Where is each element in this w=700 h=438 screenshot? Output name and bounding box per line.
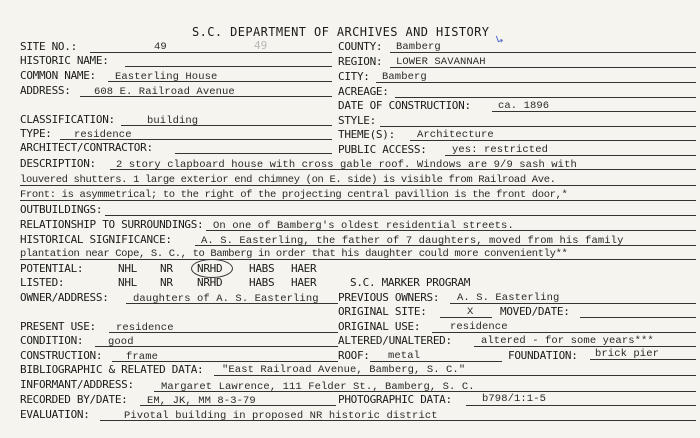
type-label: TYPE: bbox=[20, 127, 52, 140]
address-line bbox=[80, 96, 332, 97]
recorded-value: EM, JK, MM 8-3-79 bbox=[147, 395, 256, 407]
informant-value: Margaret Lawrence, 111 Felder St., Bamberg, S. C. bbox=[161, 381, 475, 393]
relationship-label: RELATIONSHIP TO SURROUNDINGS: bbox=[20, 218, 204, 231]
style-line bbox=[380, 126, 696, 127]
relationship-value: On one of Bamberg's oldest residential streets. bbox=[213, 220, 514, 232]
owner-address-label: OWNER/ADDRESS: bbox=[20, 291, 109, 304]
potential-haer: HAER bbox=[291, 262, 317, 275]
bibliographic-label: BIBLIOGRAPHIC & RELATED DATA: bbox=[20, 363, 204, 376]
listed-label: LISTED: bbox=[20, 276, 65, 289]
bibliographic-line bbox=[214, 375, 696, 376]
significance-line-2: plantation near Cope, S. C., to Bamberg in order that his daughter could more conveniently** bbox=[20, 248, 568, 260]
public-access-line bbox=[445, 155, 696, 156]
historic-name-label: HISTORIC NAME: bbox=[20, 54, 109, 67]
marker-program-heading: S.C. MARKER PROGRAM bbox=[350, 276, 471, 289]
outbuildings-line bbox=[105, 215, 696, 216]
construction-line bbox=[112, 361, 338, 362]
public-access-value: yes: restricted bbox=[452, 144, 549, 156]
acreage-label: ACREAGE: bbox=[338, 85, 389, 98]
listed-habs: HABS bbox=[249, 276, 275, 289]
original-use-line bbox=[432, 332, 696, 333]
significance-rule-1 bbox=[195, 245, 696, 246]
present-use-value: residence bbox=[116, 322, 174, 334]
description-label: DESCRIPTION: bbox=[20, 157, 96, 170]
previous-owners-label: PREVIOUS OWNERS: bbox=[338, 291, 440, 304]
roof-line bbox=[370, 361, 502, 362]
site-no-line bbox=[90, 52, 332, 53]
address-value: 608 E. Railroad Avenue bbox=[94, 86, 235, 98]
historic-name-line bbox=[125, 66, 332, 67]
county-label: COUNTY: bbox=[338, 40, 383, 53]
condition-line bbox=[95, 346, 338, 347]
foundation-label: FOUNDATION: bbox=[508, 349, 578, 362]
original-use-value: residence bbox=[450, 321, 508, 333]
region-value: LOWER SAVANNAH bbox=[396, 56, 486, 68]
listed-nhl: NHL bbox=[118, 276, 137, 289]
moved-date-label: MOVED/DATE: bbox=[500, 305, 570, 318]
architect-line bbox=[175, 153, 332, 154]
evaluation-label: EVALUATION: bbox=[20, 408, 90, 421]
informant-line bbox=[154, 391, 696, 392]
significance-line-1: A. S. Easterling, the father of 7 daughters, moved from his family bbox=[201, 235, 624, 247]
foundation-line bbox=[590, 359, 696, 360]
potential-nr: NR bbox=[160, 262, 173, 275]
county-value: Bamberg bbox=[396, 41, 441, 53]
region-line bbox=[390, 67, 696, 68]
city-line bbox=[376, 82, 696, 83]
city-value: Bamberg bbox=[382, 71, 427, 83]
significance-rule-2 bbox=[20, 259, 696, 260]
recorded-line bbox=[140, 405, 336, 406]
photographic-data-label: PHOTOGRAPHIC DATA: bbox=[338, 393, 452, 406]
blue-pen-mark: ↳ bbox=[493, 31, 506, 47]
condition-label: CONDITION: bbox=[20, 334, 84, 347]
date-construction-value: ca. 1896 bbox=[498, 100, 550, 112]
description-line-1: 2 story clapboard house with cross gable roof. Windows are 9/9 sash with bbox=[116, 159, 577, 171]
site-no-value: 49 bbox=[154, 41, 167, 53]
evaluation-value: Pivotal building in proposed NR historic district bbox=[124, 410, 438, 422]
listed-haer: HAER bbox=[291, 276, 317, 289]
original-use-label: ORIGINAL USE: bbox=[338, 320, 421, 333]
potential-nhl: NHL bbox=[118, 262, 137, 275]
address-label: ADDRESS: bbox=[20, 84, 71, 97]
roof-value: metal bbox=[388, 350, 421, 362]
original-site-value: X bbox=[467, 306, 474, 318]
foundation-value: brick pier bbox=[595, 348, 660, 360]
type-value: residence bbox=[74, 129, 132, 141]
condition-value: good bbox=[108, 336, 134, 348]
altered-line bbox=[474, 346, 696, 347]
owner-address-value: daughters of A. S. Easterling bbox=[133, 293, 319, 305]
significance-label: HISTORICAL SIGNIFICANCE: bbox=[20, 233, 172, 246]
common-name-line bbox=[108, 81, 332, 82]
form-title: S.C. DEPARTMENT OF ARCHIVES AND HISTORY bbox=[192, 25, 490, 39]
previous-owners-value: A. S. Easterling bbox=[457, 292, 560, 304]
previous-owners-line bbox=[450, 303, 696, 304]
relationship-line bbox=[206, 230, 696, 231]
description-rule-3 bbox=[20, 200, 696, 201]
present-use-line bbox=[109, 332, 338, 333]
themes-value: Architecture bbox=[417, 129, 494, 141]
common-name-value: Easterling House bbox=[115, 71, 218, 83]
potential-habs: HABS bbox=[249, 262, 275, 275]
listed-nr: NR bbox=[160, 276, 173, 289]
description-rule-1 bbox=[110, 169, 696, 170]
listed-nrhd: NRHD bbox=[197, 276, 223, 289]
altered-value: altered - for some years*** bbox=[481, 335, 654, 347]
date-construction-label: DATE OF CONSTRUCTION: bbox=[338, 99, 471, 112]
original-site-label: ORIGINAL SITE: bbox=[338, 305, 427, 318]
classification-label: CLASSIFICATION: bbox=[20, 113, 115, 126]
moved-date-line bbox=[580, 317, 696, 318]
region-label: REGION: bbox=[338, 55, 383, 68]
county-line bbox=[390, 52, 696, 53]
date-construction-line bbox=[492, 111, 696, 112]
present-use-label: PRESENT USE: bbox=[20, 320, 96, 333]
classification-value: building bbox=[147, 115, 199, 127]
potential-nrhd: NRHD bbox=[197, 262, 223, 275]
style-label: STYLE: bbox=[338, 114, 376, 127]
potential-label: POTENTIAL: bbox=[20, 262, 84, 275]
original-site-line bbox=[440, 317, 492, 318]
public-access-label: PUBLIC ACCESS: bbox=[338, 143, 427, 156]
photographic-data-value: b798/1:1-5 bbox=[482, 393, 547, 405]
roof-label: ROOF: bbox=[338, 349, 370, 362]
city-label: CITY: bbox=[338, 70, 370, 83]
classification-line bbox=[121, 125, 332, 126]
informant-label: INFORMANT/ADDRESS: bbox=[20, 378, 134, 391]
site-no-label: SITE NO.: bbox=[20, 40, 77, 53]
construction-label: CONSTRUCTION: bbox=[20, 349, 103, 362]
description-line-3: Front: is asymmetrical; to the right of the projecting central pavillion is the front door,* bbox=[20, 189, 568, 201]
handwritten-site-number: 49 bbox=[254, 39, 268, 52]
themes-line bbox=[410, 140, 696, 141]
description-rule-2 bbox=[20, 185, 696, 186]
evaluation-line bbox=[100, 420, 696, 421]
acreage-line bbox=[395, 97, 696, 98]
architect-label: ARCHITECT/CONTRACTOR: bbox=[20, 141, 153, 154]
construction-value: frame bbox=[126, 351, 159, 363]
altered-label: ALTERED/UNALTERED: bbox=[338, 334, 452, 347]
type-line bbox=[60, 139, 332, 140]
owner-address-line bbox=[126, 303, 338, 304]
common-name-label: COMMON NAME: bbox=[20, 69, 96, 82]
description-line-2: louvered shutters. 1 large exterior end chimney (on E. side) is visible from Railroad Ave. bbox=[20, 174, 556, 186]
outbuildings-label: OUTBUILDINGS: bbox=[20, 203, 103, 216]
bibliographic-value: "East Railroad Avenue, Bamberg, S. C." bbox=[222, 364, 466, 376]
recorded-label: RECORDED BY/DATE: bbox=[20, 393, 128, 406]
photographic-data-line bbox=[466, 405, 696, 406]
themes-label: THEME(S): bbox=[338, 128, 395, 141]
